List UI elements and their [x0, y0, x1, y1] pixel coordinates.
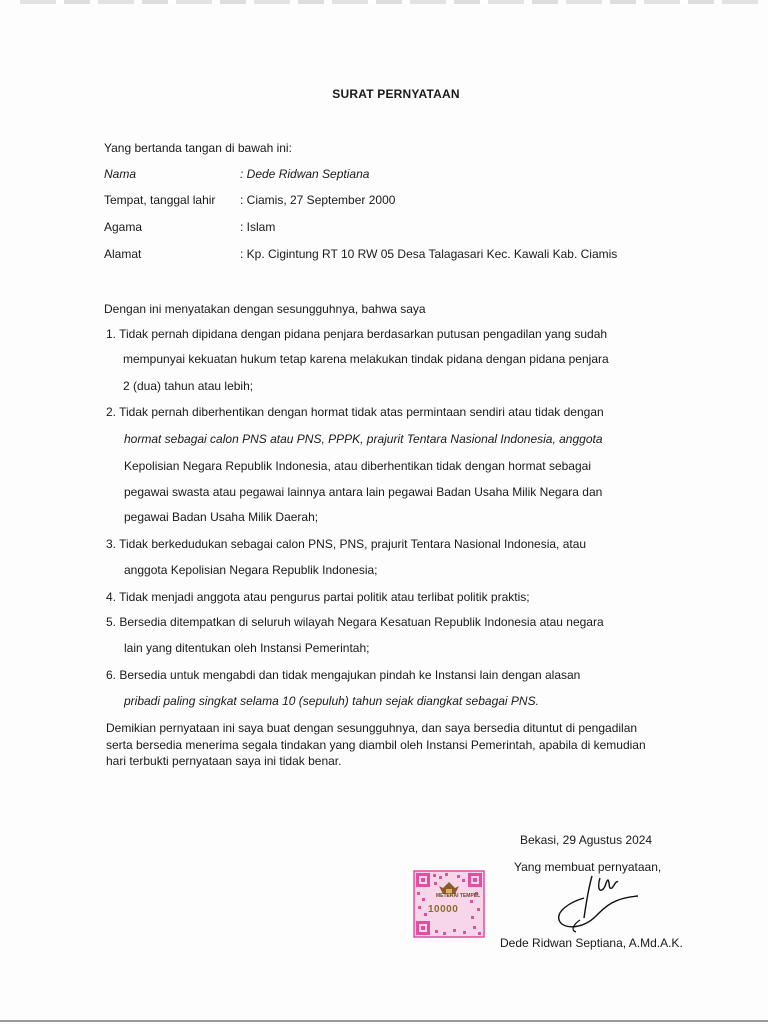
field-label-name: Nama — [104, 167, 137, 181]
field-label-birth: Tempat, tanggal lahir — [104, 193, 216, 207]
scan-edge-top — [20, 0, 760, 4]
scan-edge-bottom — [0, 1020, 768, 1022]
closing-line-1: Demikian pernyataan ini saya buat dengan sesungguhnya, dan saya bersedia dituntut di pengadilan — [106, 721, 638, 735]
statement-intro: Dengan ini menyatakan dengan sesungguhnya, bahwa saya — [104, 302, 426, 316]
field-value-name: : Dede Ridwan Septiana — [240, 167, 370, 181]
document-title: SURAT PERNYATAAN — [332, 87, 460, 101]
place-date: Bekasi, 29 Agustus 2024 — [520, 833, 653, 847]
closing-line-3: hari terbukti pernyataan saya ini tidak benar. — [106, 754, 342, 768]
field-value-birth: : Ciamis, 27 September 2000 — [240, 193, 396, 207]
field-value-address: : Kp. Cigintung RT 10 RW 05 Desa Talagasari Kec. Kawali Kab. Ciamis — [240, 247, 618, 261]
meterai-value: 10000 — [428, 904, 459, 915]
point-2-line-2: hormat sebagai calon PNS atau PNS, PPPK, prajurit Tentara Nasional Indonesia, anggota — [124, 432, 603, 446]
point-1-line-2: mempunyai kekuatan hukum tetap karena melakukan tindak pidana dengan pidana penjara — [123, 352, 609, 366]
point-1-line-3: 2 (dua) tahun atau lebih; — [123, 379, 254, 393]
point-3-line-1: 3. Tidak berkedudukan sebagai calon PNS, PNS, prajurit Tentara Nasional Indonesia, atau — [106, 537, 587, 551]
point-2-line-3: Kepolisian Negara Republik Indonesia, atau diberhentikan tidak dengan hormat sebagai — [124, 459, 591, 473]
point-6-line-1: 6. Bersedia untuk mengabdi dan tidak mengajukan pindah ke Instansi lain dengan alasan — [106, 668, 581, 682]
point-5-line-2: lain yang ditentukan oleh Instansi Pemerintah; — [124, 641, 370, 655]
point-3-line-2: anggota Kepolisian Negara Republik Indonesia; — [124, 563, 378, 577]
closing-line-2: serta bersedia menerima segala tindakan yang diambil oleh Instansi Pemerintah, apabila di kemudian — [106, 738, 646, 752]
point-5-line-1: 5. Bersedia ditempatkan di seluruh wilayah Negara Kesatuan Republik Indonesia atau negara — [106, 615, 604, 629]
intro-text: Yang bertanda tangan di bawah ini: — [104, 141, 292, 155]
point-2-line-1: 2. Tidak pernah diberhentikan dengan hormat tidak atas permintaan sendiri atau tidak dengan — [106, 405, 604, 419]
point-6-line-2: pribadi paling singkat selama 10 (sepuluh) tahun sejak diangkat sebagai PNS. — [124, 694, 539, 708]
field-label-religion: Agama — [104, 220, 143, 234]
maker-label: Yang membuat pernyataan, — [514, 860, 662, 874]
point-4-line-1: 4. Tidak menjadi anggota atau pengurus partai politik atau terlibat politik praktis; — [106, 590, 530, 604]
meterai-label: METERAI TEMPEL — [436, 893, 481, 899]
field-value-religion: : Islam — [240, 220, 276, 234]
handwritten-signature — [540, 868, 650, 938]
point-1-line-1: 1. Tidak pernah dipidana dengan pidana penjara berdasarkan putusan pengadilan yang sudah — [106, 327, 608, 341]
field-label-address: Alamat — [104, 247, 142, 261]
point-2-line-4: pegawai swasta atau pegawai lainnya antara lain pegawai Badan Usaha Milik Negara dan — [124, 485, 603, 499]
point-2-line-5: pegawai Badan Usaha Milik Daerah; — [124, 510, 319, 524]
signer-name: Dede Ridwan Septiana, A.Md.A.K. — [500, 936, 683, 950]
